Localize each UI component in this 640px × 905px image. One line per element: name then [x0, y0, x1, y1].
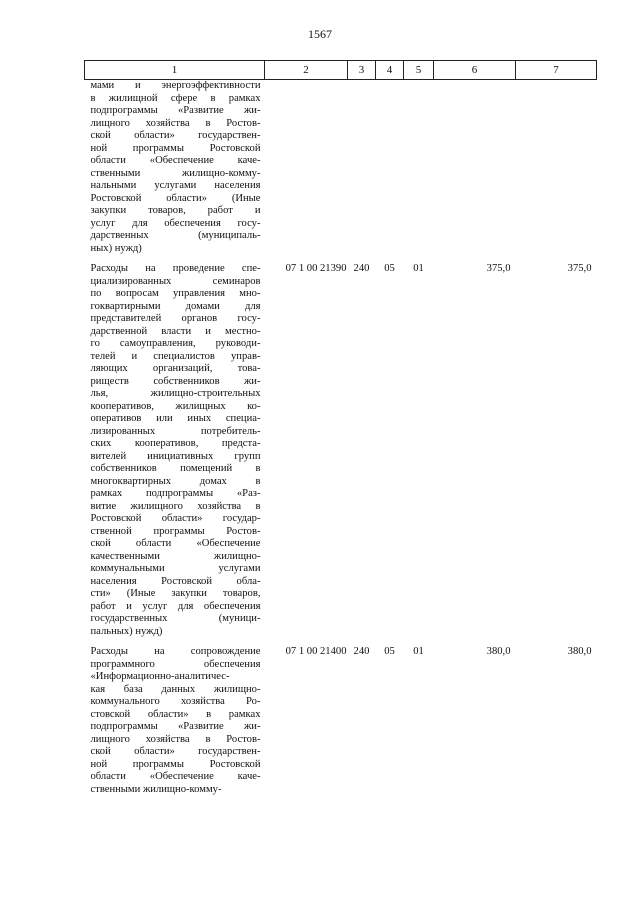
description-line: собственников помещений в: [90, 463, 261, 474]
row-expense-type: 240: [353, 646, 370, 657]
row-expense-type: [348, 80, 376, 256]
description-line: ской области» государствен-: [90, 130, 261, 141]
description-line: витие жилищного хозяйства в: [90, 500, 261, 512]
description-line: кая база данных жилищно-: [90, 683, 261, 695]
row-section: 05: [384, 646, 395, 657]
row-description: [85, 80, 265, 256]
description-line: ной программы Ростовской: [90, 758, 261, 770]
description-line: государственных (муници-: [90, 613, 261, 624]
description-line: услуг для обеспечения госу-: [90, 217, 261, 229]
row-subsection: [404, 80, 434, 256]
description-line: представителей органов госу-: [90, 313, 261, 324]
header-col-2: 2: [265, 61, 348, 80]
header-col-3: 3: [348, 61, 376, 80]
table-row: [85, 255, 597, 638]
description-line: качественными жилищно-: [90, 550, 261, 562]
page-number: 1567: [308, 27, 332, 41]
description-line: по вопросам управления мно-: [90, 288, 261, 299]
description-line: го самоуправления, руководи-: [90, 338, 261, 349]
description-line: Ростовской области» (Иные: [90, 192, 261, 204]
row-description: [85, 255, 265, 638]
header-col-5: 5: [404, 61, 434, 80]
row-subsection: 01: [413, 263, 424, 274]
description-line: программного обеспечения: [90, 658, 261, 670]
description-line: мами и энергоэффективности: [90, 80, 261, 91]
header-col-4: 4: [376, 61, 404, 80]
description-line: кооперативов, жилищных ко-: [90, 400, 261, 412]
description-line: подпрограммы «Развитие жи-: [90, 105, 261, 116]
description-line: телей и специалистов управ-: [90, 350, 261, 362]
description-line: гоквартирными домами для: [90, 300, 261, 312]
description-line: ной программы Ростовской: [90, 142, 261, 154]
description-line: подпрограммы «Развитие жи-: [90, 721, 261, 732]
description-line: дарственной власти и местно-: [90, 325, 261, 337]
description-line: рамках подпрограммы «Раз-: [90, 488, 261, 499]
description-line: нальными услугами населения: [90, 180, 261, 191]
row-target-code: 07 1 00 21400: [285, 646, 347, 657]
description-line: стовской области» в рамках: [90, 708, 261, 720]
description-line: сти» (Иные закупки товаров,: [90, 588, 261, 599]
description-line: лищного хозяйства в Ростов-: [90, 117, 261, 129]
description-line: ственными жилищно-комму-: [90, 783, 222, 795]
description-line: ской области» государствен-: [90, 746, 261, 757]
description-line: дарственных (муниципаль-: [90, 230, 261, 241]
row-expense-type: 240: [353, 263, 370, 274]
row-amount-col7: [516, 80, 597, 256]
row-section: 05: [384, 263, 395, 274]
description-line: работ и услуг для обеспечения: [90, 600, 261, 612]
description-line: лья, жилищно-строительных: [90, 388, 261, 399]
description-line: ственной программы Ростов-: [90, 525, 261, 537]
description-line: Расходы на проведение спе-: [90, 263, 261, 274]
description-line: области «Обеспечение каче-: [90, 155, 261, 166]
description-line: ляющих организаций, това-: [90, 363, 261, 374]
description-line: в жилищной сфере в рамках: [90, 92, 261, 104]
description-line: коммунального хозяйства Ро-: [90, 696, 261, 707]
row-description: [85, 638, 265, 796]
row-section: [376, 80, 404, 256]
budget-table: [84, 60, 597, 796]
description-line: лищного хозяйства в Ростов-: [90, 733, 261, 745]
table-row: [85, 638, 597, 796]
row-amount-col7: 380,0: [567, 646, 592, 657]
description-line: риществ собственников жи-: [90, 375, 261, 387]
description-line: закупки товаров, работ и: [90, 205, 261, 216]
row-subsection: 01: [413, 646, 424, 657]
row-amount-col6: 375,0: [486, 263, 511, 274]
description-line: ных) нужд): [90, 242, 142, 254]
table-row: [85, 80, 597, 256]
description-line: Ростовской области» государ-: [90, 513, 261, 524]
table-body: [85, 80, 597, 797]
description-line: населения Ростовской обла-: [90, 575, 261, 587]
description-line: области «Обеспечение каче-: [90, 771, 261, 782]
description-line: ственными жилищно-комму-: [90, 167, 261, 179]
description-line: многоквартирных домах в: [90, 475, 261, 487]
row-amount-col7: 375,0: [567, 263, 592, 274]
description-line: коммунальными услугами: [90, 563, 261, 574]
header-col-7: 7: [516, 61, 597, 80]
row-amount-col6: 380,0: [486, 646, 511, 657]
row-amount-col6: [434, 80, 516, 256]
description-line: циализированных семинаров: [90, 275, 261, 287]
description-line: вителей инициативных групп: [90, 450, 261, 462]
description-line: лизированных потребитель-: [90, 425, 261, 437]
description-line: ской области «Обеспечение: [90, 538, 261, 549]
row-target-code: 07 1 00 21390: [285, 263, 347, 274]
description-line: пальных) нужд): [90, 625, 163, 637]
description-line: Расходы на сопровождение: [90, 646, 261, 657]
header-col-6: 6: [434, 61, 516, 80]
description-line: ских кооперативов, предста-: [90, 438, 261, 449]
row-target-code: [265, 80, 348, 256]
description-line: оперативов или иных специа-: [90, 413, 261, 424]
table-header: [85, 61, 597, 80]
header-col-1: 1: [85, 61, 265, 80]
description-line: «Информационно-аналитичес-: [90, 671, 230, 682]
